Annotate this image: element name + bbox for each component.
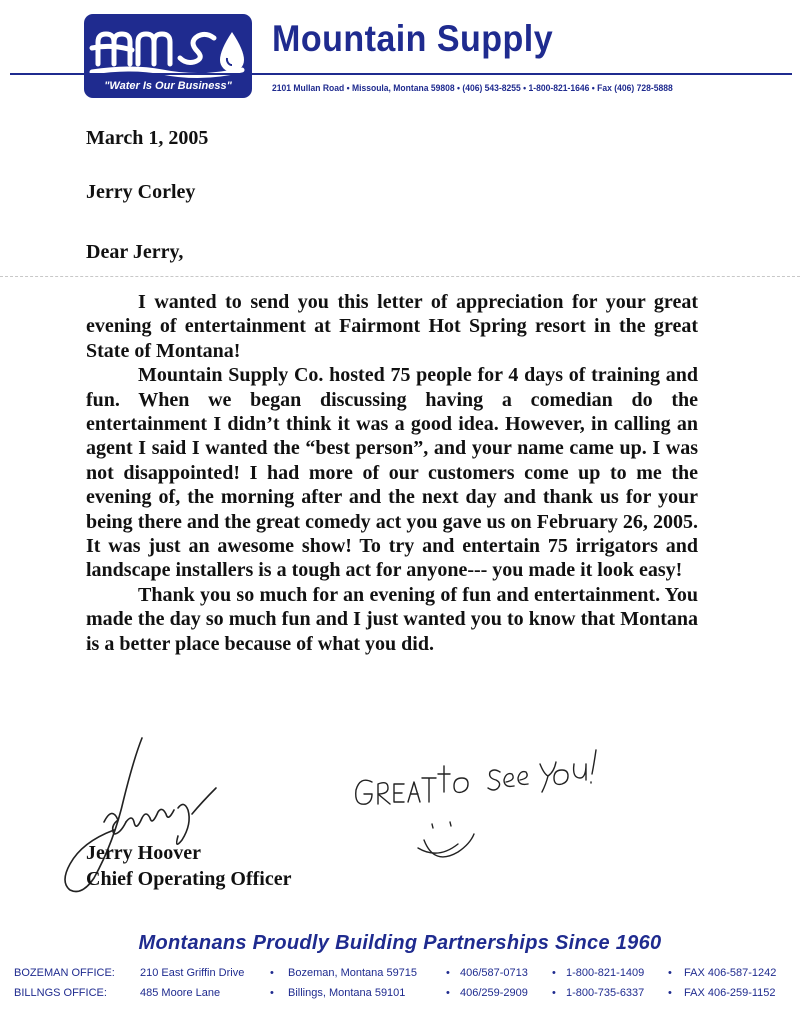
- office-city: Billings, Montana 59101: [288, 987, 406, 999]
- salutation: Dear Jerry,: [86, 241, 184, 263]
- signer-title: Chief Operating Officer: [86, 868, 292, 890]
- office-label: BILLNGS OFFICE:: [14, 987, 107, 999]
- office-city: Bozeman, Montana 59715: [288, 967, 418, 979]
- company-name: Mountain Supply: [272, 18, 554, 59]
- separator-dot-icon: [552, 987, 556, 999]
- recipient-name: Jerry Corley: [86, 181, 196, 203]
- office-tollfree: 1-800-735-6337: [566, 987, 645, 999]
- header-divider: [10, 73, 792, 75]
- office-fax: FAX 406-587-1242: [684, 967, 777, 979]
- signer-name: Jerry Hoover: [86, 842, 201, 864]
- separator-dot-icon: [552, 967, 556, 979]
- handwritten-note: [340, 748, 600, 878]
- body-paragraph: Mountain Supply Co. hosted 75 people for 4 days of training and fun. When we began discussing having a comedian do the entertainment I didn’t think it was a good idea. However, in calling an agent I said I wanted the “best person”, and your name came up. I was not disappointed! I had more of our customers come up to me the evening of, the morning after and the next day and thank us for your being there and the great comedy act you gave us on February 26, 2005. It was just an awesome show! To try and entertain 75 irrigators and landscape installers is a tough act for anyone--- you made it look easy!: [86, 364, 698, 582]
- letter-body: [86, 290, 698, 656]
- separator-dot-icon: [446, 967, 450, 979]
- header-address: 2101 Mullan Road • Missoula, Montana 59808 • (406) 543-8255 • 1-800-821-1646 • Fax (406) 728-5888: [272, 83, 673, 94]
- separator-dot-icon: [668, 987, 672, 999]
- paper-fold-line: [0, 276, 800, 278]
- letter-date: March 1, 2005: [86, 127, 209, 149]
- separator-dot-icon: [270, 987, 274, 999]
- office-phone: 406/259-2909: [460, 987, 528, 999]
- company-tagline: "Water Is Our Business": [104, 80, 232, 92]
- footer-slogan: Montanans Proudly Building Partnerships Since 1960: [138, 932, 662, 954]
- office-label: BOZEMAN OFFICE:: [14, 967, 115, 979]
- office-tollfree: 1-800-821-1409: [566, 967, 645, 979]
- company-logo: [84, 14, 252, 98]
- office-street: 485 Moore Lane: [140, 987, 221, 999]
- office-fax: FAX 406-259-1152: [684, 987, 776, 999]
- separator-dot-icon: [668, 967, 672, 979]
- separator-dot-icon: [446, 987, 450, 999]
- body-paragraph: Thank you so much for an evening of fun and entertainment. You made the day so much fun and I just wanted you to know that Montana is a better place because of what you did.: [86, 583, 698, 655]
- office-street: 210 East Griffin Drive: [140, 967, 245, 979]
- office-phone: 406/587-0713: [460, 967, 528, 979]
- body-paragraph: I wanted to send you this letter of appreciation for your great evening of entertainment at Fairmont Hot Spring resort in the great State of Montana!: [86, 291, 698, 362]
- separator-dot-icon: [270, 967, 274, 979]
